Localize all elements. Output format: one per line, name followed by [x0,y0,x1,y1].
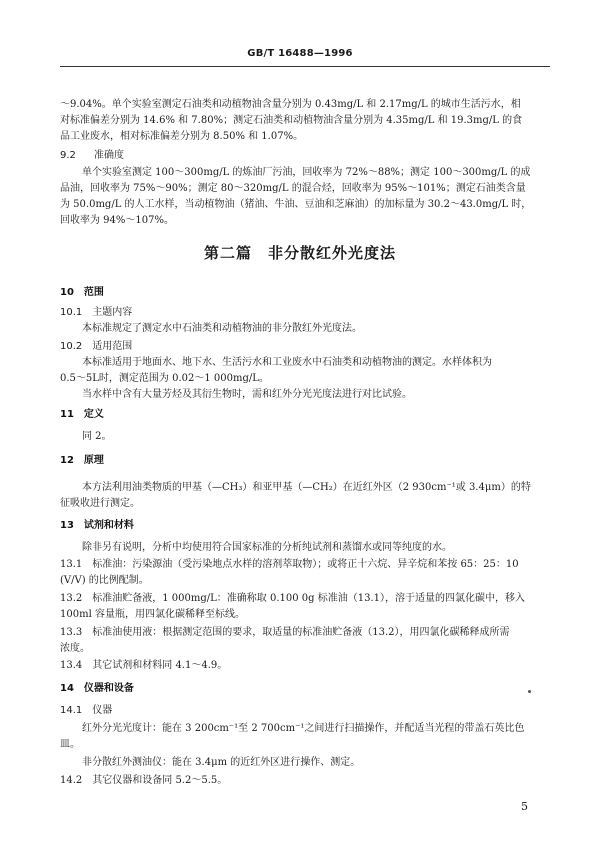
page-number: 5 [521,800,528,813]
body-line: 0.5～5L时，测定范围为 0.02～1 000mg/L。 [60,373,269,384]
body-line: 品油，回收率为 75%～90%；测定 80～320mg/L 的混合烃，回收率为 95%～101%；测定石油类含量 [60,183,526,194]
body-line: 为 50.0mg/L 的人工水样，当动植物油（猪油、牛油、豆油和芝麻油）的加标量为 30.2～43.0mg/L 时， [60,199,532,210]
body-line: 13.2 标准油贮备液，1 000mg/L：准确称取 0.100 0g 标准油（13.1），溶于适量的四氯化碳中，移入 [60,593,525,604]
body-line: 对标准偏差分别为 14.6% 和 7.80%；测定石油类和动植物油含量分别为 4.35mg/L 和 19.3mg/L 的食 [60,115,523,126]
body-line: 红外分光光度计：能在 3 200cm⁻¹至 2 700cm⁻¹之间进行扫描操作，并配适当光程的带盖石英比色 [82,723,525,734]
body-line: 本标准适用于地面水、地下水、生活污水和工业废水中石油类和动植物油的测定。水样体积为 [82,357,492,368]
body-line: 品工业废水，相对标准偏差分别为 8.50% 和 1.07%。 [60,131,304,142]
body-line: 本方法利用油类物质的甲基（—CH₃）和亚甲基（—CH₂）在近红外区（2 930cm⁻¹或 3.4μm）的特 [82,482,531,493]
body-line: 皿。 [60,739,80,750]
body-line: 除非另有说明，分析中均使用符合国家标准的分析纯试剂和蒸馏水或同等纯度的水。 [82,542,452,553]
section-9-2-title: 准确度 [94,150,124,161]
body-line: (V/V) 的比例配制。 [60,575,149,586]
body-line: 本标准规定了测定水中石油类和动植物油的非分散红外光度法。 [82,323,362,334]
section-10-heading: 10 范围 [60,287,104,298]
part-title: 第二篇 非分散红外光度法 [203,244,396,262]
body-line: 征吸收进行测定。 [60,498,140,509]
body-line: 13.1 标准油：污染源油（受污染地点水样的溶剂萃取物）；或将正十六烷、异辛烷和苯按 65：25：10 [60,559,519,570]
body-line: 回收率为 94%～107%。 [60,215,174,226]
body-line: 非分散红外测油仪：能在 3.4μm 的近红外区进行操作、测定。 [82,757,361,768]
header-rule [60,66,550,67]
section-14-heading: 14 仪器和设备 [60,683,134,694]
body-line: 14.2 其它仪器和设备同 5.2～5.5。 [60,775,228,786]
section-13-heading: 13 试剂和材料 [60,520,134,531]
body-line: ～9.04%。单个实验室测定石油类和动植物油含量分别为 0.43mg/L 和 2.17mg/L 的城市生活污水，相 [60,99,521,110]
body-line: 同 2。 [82,431,112,442]
section-10-2-title: 10.2 适用范围 [60,341,133,352]
body-line: 100ml 容量瓶，用四氯化碳稀释至标线。 [60,609,245,620]
body-line: 13.3 标准油使用液：根据测定范围的要求，取适量的标准油贮备液（13.2），用四氯化碳稀释成所需 [60,627,510,638]
body-line: 13.4 其它试剂和材料同 4.1～4.9。 [60,660,228,671]
body-line: 单个实验室测定 100～300mg/L 的炼油厂污油，回收率为 72%～88%；测定 100～300mg/L 的成 [82,167,531,178]
body-line: 当水样中含有大量芳烃及其衍生物时，需和红外分光光度法进行对比试验。 [82,389,412,400]
scan-speck [528,690,531,693]
standard-header: GB/T 16488—1996 [247,48,353,59]
section-12-heading: 12 原理 [60,455,104,466]
section-10-1-title: 10.1 主题内容 [60,307,133,318]
body-line: 浓度。 [60,643,90,654]
section-9-2-number: 9.2 [60,150,76,161]
section-14-1-title: 14.1 仪器 [60,705,113,716]
section-11-heading: 11 定义 [60,409,104,420]
